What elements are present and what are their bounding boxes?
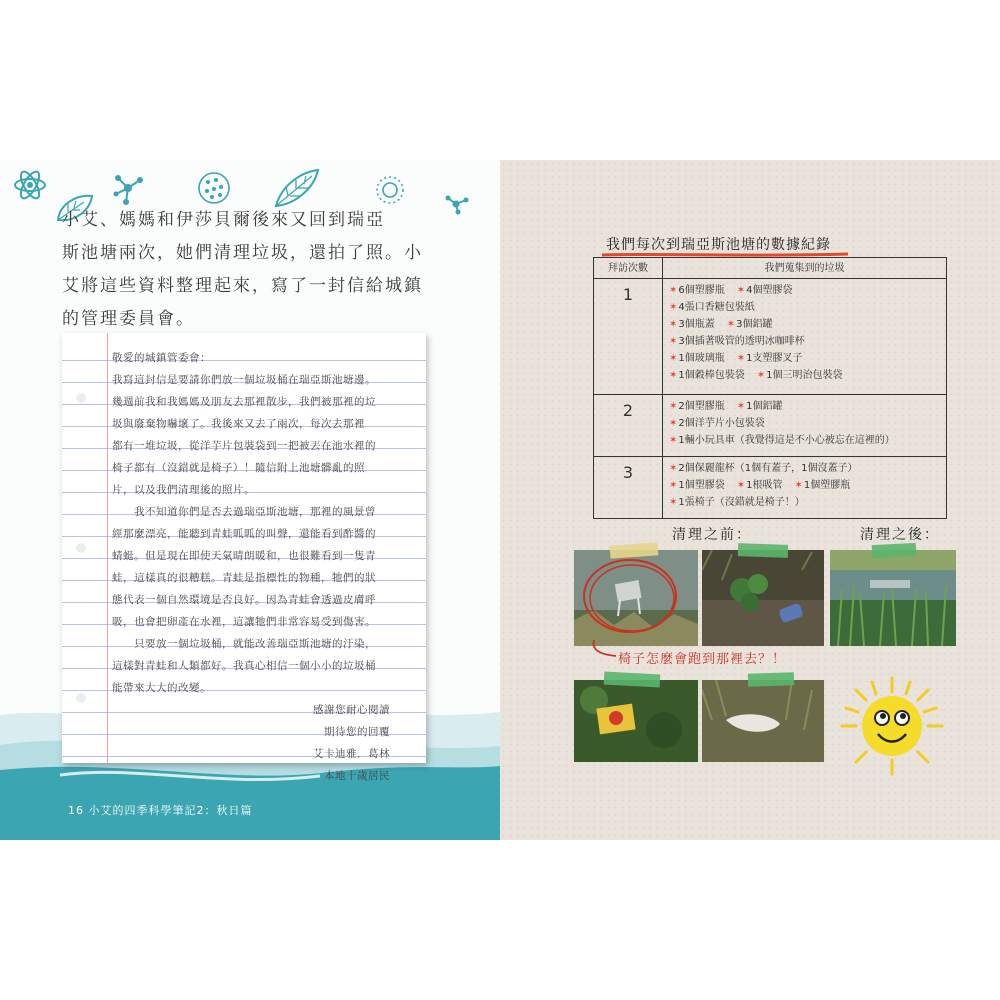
intro-line: 小艾、媽媽和伊莎貝爾後來又回到瑞亞 bbox=[62, 210, 385, 230]
letter-signoff: 本地十歲居民 bbox=[324, 770, 390, 782]
chair-in-pond-photo bbox=[574, 550, 698, 646]
clean-pond-photo bbox=[830, 550, 956, 646]
intro-line: 斯池塘兩次，她們清理垃圾，還拍了照。小 bbox=[62, 243, 423, 263]
item: 3個插著吸管的透明冰咖啡杯 bbox=[678, 336, 805, 347]
letter-line: 只要放一個垃圾桶，就能改善瑞亞斯池塘的汙染， bbox=[112, 638, 376, 650]
item: 6個塑膠瓶 bbox=[678, 285, 725, 296]
margin-line bbox=[107, 333, 108, 763]
items-cell: ✶2個塑膠瓶 ✶1個鋁罐 ✶2個洋芋片小包裝袋 ✶1輛小玩具車（我覺得這是不小心被忘在這裡的） bbox=[663, 395, 947, 457]
item: 1個玻璃瓶 bbox=[678, 353, 725, 364]
letter-greeting: 敬愛的城鎮管委會： bbox=[112, 352, 211, 364]
after-label: 清理之後： bbox=[860, 527, 940, 543]
chair-question-annotation: 椅子怎麼會跑到那裡去？！ bbox=[618, 652, 787, 667]
header-items: 我們蒐集到的垃圾 bbox=[663, 258, 947, 279]
item: 1個鋁罐 bbox=[746, 401, 783, 412]
table-title: 我們每次到瑞亞斯池塘的數據紀錄 bbox=[606, 237, 831, 253]
item: 1根吸管 bbox=[746, 480, 783, 491]
table-row bbox=[594, 395, 947, 457]
trash-can-weeds-photo bbox=[702, 550, 824, 646]
item: 2個洋芋片小包裝袋 bbox=[678, 418, 765, 429]
header-visit: 拜訪次數 bbox=[594, 258, 663, 279]
letter-line: 能帶來大大的改變。 bbox=[112, 682, 211, 694]
letter-line: 我不知道你們是否去過瑞亞斯池塘，那裡的風景曾 bbox=[112, 506, 376, 518]
letter-signoff: 艾卡迪雅．葛林 bbox=[313, 748, 390, 760]
letter-line: 我寫這封信是要請你們放一個垃圾桶在瑞亞斯池塘邊。 bbox=[112, 374, 376, 386]
item: 1張椅子（沒錯就是椅子！） bbox=[678, 497, 805, 508]
letter-line: 幾週前我和我媽媽及朋友去那裡散步，我們被那裡的垃 bbox=[112, 396, 376, 408]
table-row bbox=[594, 279, 947, 395]
letter-signoff: 期待您的回覆 bbox=[324, 726, 390, 738]
table-row bbox=[594, 457, 947, 519]
item: 3個瓶蓋 bbox=[678, 319, 715, 330]
tape bbox=[748, 672, 794, 687]
item: 1個穀棒包裝袋 bbox=[678, 370, 745, 381]
right-page bbox=[500, 160, 1000, 840]
visit-number: 2 bbox=[594, 395, 663, 457]
left-page bbox=[0, 160, 500, 840]
letter-line: 態代表一個自然環境是否良好。因為青蛙會透過皮膚呼 bbox=[112, 594, 376, 606]
smiling-sun-drawing bbox=[840, 676, 944, 776]
before-label: 清理之前： bbox=[672, 527, 752, 543]
letter-line: 蜻蜓。但是現在即使天氣晴朗暖和，也很難看到一隻青 bbox=[112, 550, 376, 562]
letter-signoff: 感謝您耐心閱讀 bbox=[313, 704, 390, 716]
items-cell: ✶2個保麗龍杯（1個有蓋子，1個沒蓋子） ✶1個塑膠袋 ✶1根吸管 ✶1個塑膠瓶 ✶1張椅子（沒錯就是椅子！） bbox=[663, 457, 947, 519]
item: 2個塑膠瓶 bbox=[678, 401, 725, 412]
visit-number: 3 bbox=[594, 457, 663, 519]
letter-line: 片，以及我們清理後的照片。 bbox=[112, 484, 255, 496]
items-cell: ✶6個塑膠瓶 ✶4個塑膠袋 ✶4張口香糖包裝紙 ✶3個瓶蓋 ✶3個鋁罐 ✶3個插著吸管的透明冰咖啡杯 ✶1個玻璃瓶 ✶1支塑膠叉子 ✶1個穀棒包裝袋 ✶1個三明治包裝袋 bbox=[663, 279, 947, 395]
letter-text bbox=[112, 347, 412, 787]
letter-paper bbox=[62, 333, 426, 782]
item: 4張口香糖包裝紙 bbox=[678, 302, 755, 313]
intro-line: 艾將這些資料整理起來，寫了一封信給城鎮 bbox=[62, 276, 423, 296]
chip-bag-photo bbox=[574, 680, 698, 762]
book-spread bbox=[0, 160, 1000, 840]
item: 1支塑膠叉子 bbox=[746, 353, 803, 364]
letter-line: 吸，也會把卵產在水裡，這讓牠們非常容易受到傷害。 bbox=[112, 616, 376, 628]
tape bbox=[872, 543, 917, 558]
item: 3個鋁罐 bbox=[736, 319, 773, 330]
letter-line: 椅子都有（沒錯就是椅子）！隨信附上池塘髒亂的照 bbox=[112, 462, 365, 474]
item: 1個三明治包裝袋 bbox=[766, 370, 843, 381]
item: 1個塑膠瓶 bbox=[803, 480, 851, 491]
letter-line: 都有一堆垃圾，從洋芋片包裝袋到一把被丟在池水裡的 bbox=[112, 440, 376, 452]
visit-number: 1 bbox=[594, 279, 663, 395]
arrow-annotation bbox=[590, 638, 620, 662]
item: 2個保麗龍杯（1個有蓋子，1個沒蓋子） bbox=[678, 463, 858, 474]
litter-grass-photo bbox=[702, 680, 824, 762]
item: 4個塑膠袋 bbox=[746, 285, 793, 296]
letter-line: 這樣對青蛙和人類都好。我真心相信一個小小的垃圾桶 bbox=[112, 660, 376, 672]
letter-line: 蛙，這樣真的很糟糕。青蛙是指標性的物種，牠們的狀 bbox=[112, 572, 376, 584]
letter-line: 圾與廢棄物嚇壞了。我後來又去了兩次，每次去那裡 bbox=[112, 418, 365, 430]
page-footer: 16 小艾的四季科學筆記2：秋日篇 bbox=[68, 804, 253, 817]
intro-line: 的管理委員會。 bbox=[62, 309, 195, 329]
letter-line: 經那麼漂亮，能聽到青蛙呱呱的叫聲，還能看到酢醬的 bbox=[112, 528, 376, 540]
item: 1輛小玩具車（我覺得這是不小心被忘在這裡的） bbox=[678, 435, 895, 446]
data-table bbox=[593, 257, 947, 519]
tape bbox=[738, 543, 788, 558]
item: 1個塑膠袋 bbox=[678, 480, 725, 491]
